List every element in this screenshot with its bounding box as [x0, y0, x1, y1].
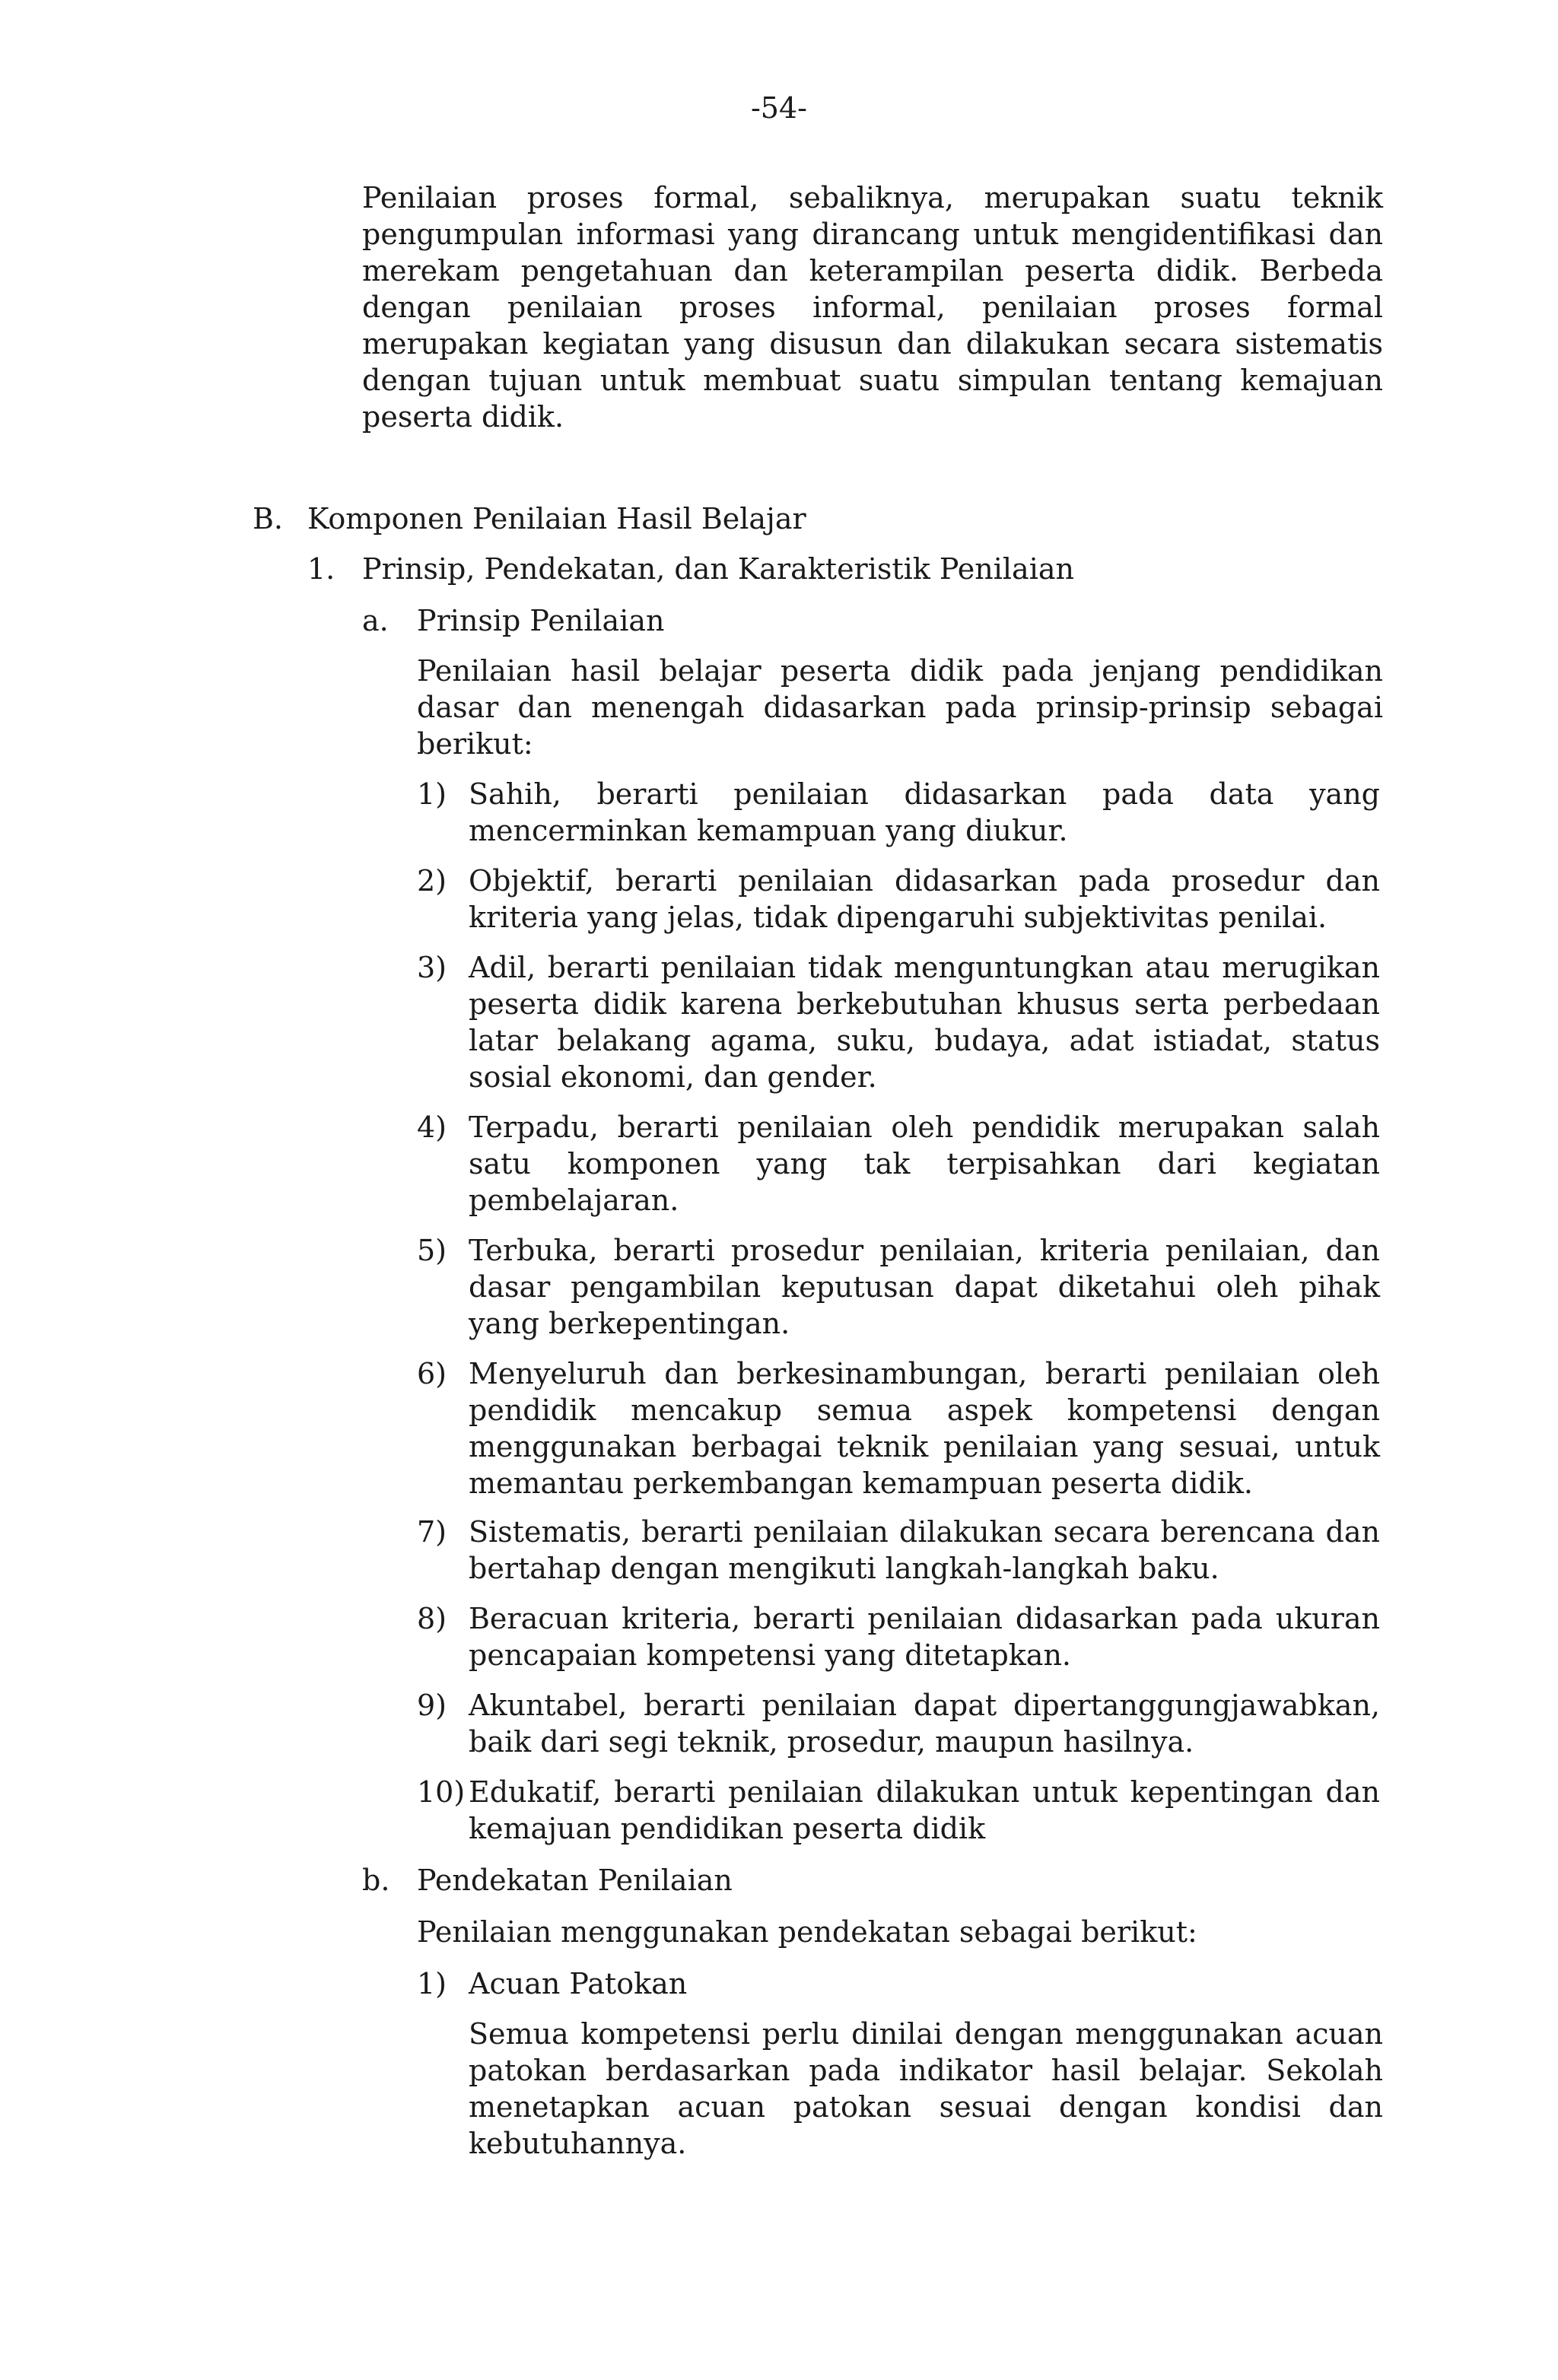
list-item-text: Beracuan kriteria, berarti penilaian didasarkan pada ukuran pencapaian kompetensi yang ditetapkan. [469, 1602, 1380, 1672]
item-a-intro: Penilaian hasil belajar peserta didik pada jenjang pendidikan dasar dan menengah didasarkan pada prinsip-prinsip sebagai berikut: [417, 654, 1383, 761]
list-item-text: Sahih, berarti penilaian didasarkan pada data yang mencerminkan kemampuan yang diukur. [469, 777, 1380, 847]
list-item-number: 4) [417, 1111, 447, 1144]
list-item-number: 7) [417, 1515, 447, 1549]
approach-1-title: Acuan Patokan [469, 1967, 688, 2000]
intro-paragraph: Penilaian proses formal, sebaliknya, merupakan suatu teknik pengumpulan informasi yang dirancang untuk mengidentifikasi dan merekam pengetahuan dan keterampilan peserta didik. Berbeda dengan penilaian proses informal, penilaian proses formal merupakan kegiatan yang disusun dan dilakukan secara sistematis dengan tujuan untuk membuat suatu simpulan tentang kemajuan peserta didik. [362, 181, 1383, 434]
list-item-number: 8) [417, 1602, 447, 1635]
item-a-marker: a. [362, 604, 389, 637]
list-item-text: Terpadu, berarti penilaian oleh pendidik merupakan salah satu komponen yang tak terpisahkan dari kegiatan pembelajaran. [469, 1111, 1380, 1217]
item-b-marker: b. [362, 1864, 390, 1897]
list-item-number: 9) [417, 1689, 447, 1722]
item-b-intro: Penilaian menggunakan pendekatan sebagai berikut: [417, 1915, 1197, 1949]
item-a-heading [362, 602, 665, 639]
item-a-title: Prinsip Penilaian [417, 604, 665, 637]
approach-1-heading [417, 1965, 687, 2002]
item-b-heading [362, 1862, 733, 1899]
list-item-text: Edukatif, berarti penilaian dilakukan untuk kepentingan dan kemajuan pendidikan peserta didik [469, 1775, 1380, 1845]
list-item-number: 6) [417, 1357, 447, 1390]
list-item-number: 5) [417, 1234, 447, 1267]
subsection-1-title: Prinsip, Pendekatan, dan Karakteristik Penilaian [362, 552, 1074, 586]
list-item-text: Menyeluruh dan berkesinambungan, berarti penilaian oleh pendidik mencakup semua aspek kompetensi dengan menggunakan berbagai teknik penilaian yang sesuai, untuk memantau perkembangan kemampuan peserta didik. [469, 1357, 1380, 1500]
list-item-number: 2) [417, 864, 447, 898]
subsection-1-marker: 1. [307, 552, 335, 586]
list-item-text: Adil, berarti penilaian tidak menguntungkan atau merugikan peserta didik karena berkebutuhan khusus serta perbedaan latar belakang agama, suku, budaya, adat istiadat, status sosial ekonomi, dan gender. [469, 951, 1380, 1094]
page-number: -54- [750, 91, 808, 125]
list-item-number: 3) [417, 951, 447, 984]
approach-1-text: Semua kompetensi perlu dinilai dengan menggunakan acuan patokan berdasarkan pada indikator hasil belajar. Sekolah menetapkan acuan patokan sesuai dengan kondisi dan kebutuhannya. [469, 2017, 1383, 2160]
list-item-number: 10) [417, 1775, 466, 1809]
section-b-marker: B. [253, 502, 284, 535]
list-item-text: Terbuka, berarti prosedur penilaian, kriteria penilaian, dan dasar pengambilan keputusan dapat diketahui oleh pihak yang berkepentingan. [469, 1234, 1380, 1340]
approach-1-number: 1) [417, 1967, 447, 2000]
list-item-text: Objektif, berarti penilaian didasarkan pada prosedur dan kriteria yang jelas, tidak dipengaruhi subjektivitas penilai. [469, 864, 1380, 934]
section-b-heading [253, 500, 806, 537]
item-b-title: Pendekatan Penilaian [417, 1864, 733, 1897]
list-item-text: Akuntabel, berarti penilaian dapat dipertanggungjawabkan, baik dari segi teknik, prosedur, maupun hasilnya. [469, 1689, 1380, 1759]
subsection-1-heading [307, 551, 1074, 587]
section-b-title: Komponen Penilaian Hasil Belajar [307, 502, 806, 535]
list-item-text: Sistematis, berarti penilaian dilakukan secara berencana dan bertahap dengan mengikuti langkah-langkah baku. [469, 1515, 1380, 1585]
list-item-number: 1) [417, 777, 447, 811]
